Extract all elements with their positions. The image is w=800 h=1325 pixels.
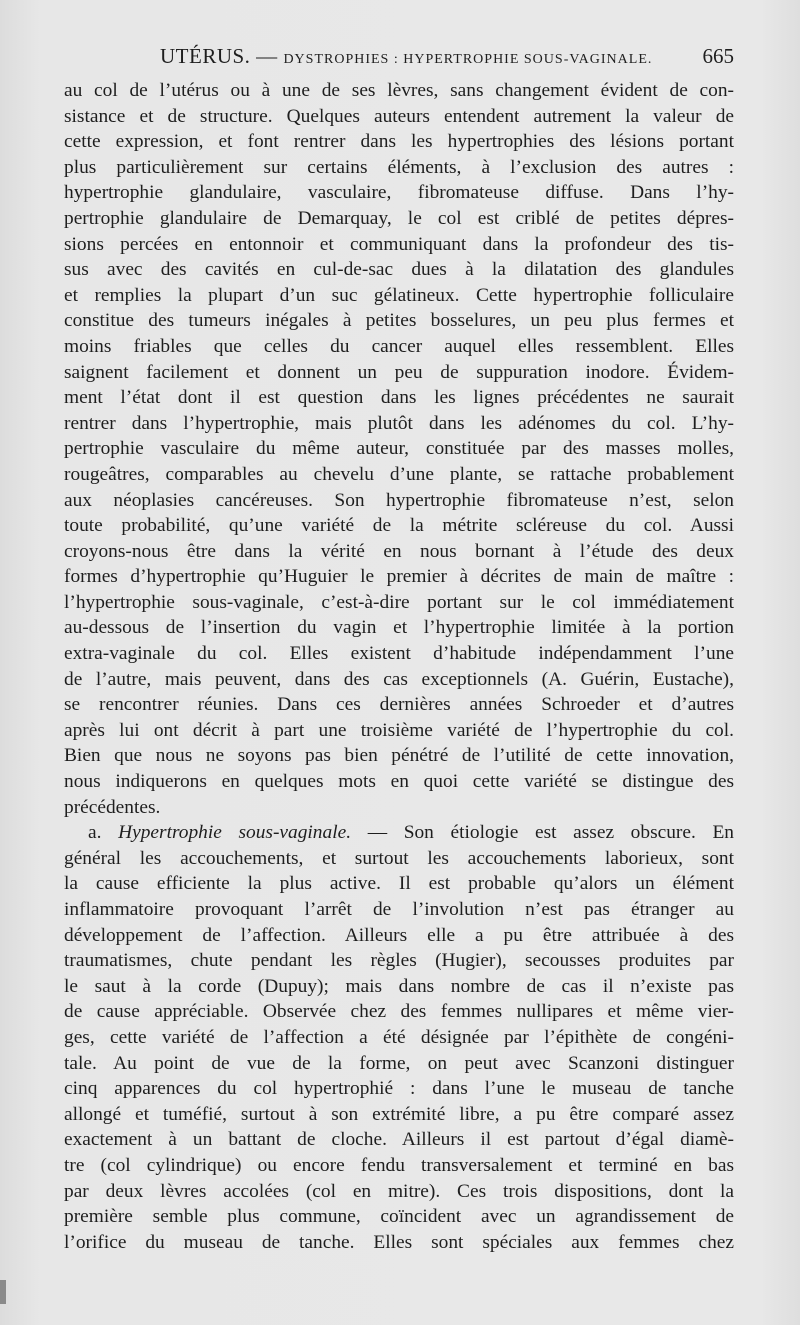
text-line: Bien que nous ne soyons pas bien pénétré de l’utilité de cette innovation, (64, 745, 734, 767)
text-line: sus avec des cavités en cul-de-sac dues à la dilatation des glandules (64, 259, 734, 281)
body-text (64, 78, 734, 1255)
text-line: ges, cette variété de l’affection a été désignée par l’épithète de congéni- (64, 1026, 734, 1048)
text-line: ment l’état dont il est question dans les lignes précédentes ne saurait (64, 387, 734, 409)
section-first-line-rest: — Son étiologie est assez obscure. En (367, 822, 734, 844)
text-line: exactement à un battant de cloche. Ailleurs il est partout d’égal diamè- (64, 1129, 734, 1151)
text-line: tale. Au point de vue de la forme, on peut avec Scanzoni distinguer (64, 1052, 734, 1074)
page-number: 665 (702, 44, 734, 68)
running-title (160, 44, 652, 69)
text-line: première semble plus commune, coïncident avec un agrandissement de (64, 1206, 734, 1228)
text-line: par deux lèvres accolées (col en mitre). Ces trois dispositions, dont la (64, 1180, 734, 1202)
text-line: sistance et de structure. Quelques auteurs entendent autrement la valeur de (64, 105, 734, 127)
text-line: inflammatoire provoquant l’arrêt de l’involution n’est pas étranger au (64, 899, 734, 920)
section-marker: a. (88, 822, 102, 844)
text-line: se rencontrer réunies. Dans ces dernières années Schroeder et d’autres (64, 694, 734, 716)
text-line: précédentes. (64, 796, 161, 818)
running-title-subtitle: DYSTROPHIES : HYPERTROPHIE SOUS-VAGINALE. (283, 52, 653, 67)
text-line: hypertrophie glandulaire, vasculaire, fibromateuse diffuse. Dans l’hy- (64, 182, 734, 204)
text-line: sions percées en entonnoir et communiquant dans la profondeur des tis- (64, 233, 734, 255)
text-line: cette expression, et font rentrer dans les hypertrophies des lésions portant (64, 131, 734, 153)
text-line: l’hypertrophie sous-vaginale, c’est-à-dire portant sur le col immédiatement (64, 591, 734, 613)
text-line: rentrer dans l’hypertrophie, mais plutôt dans les adénomes du col. L’hy- (64, 412, 734, 434)
text-line: formes d’hypertrophie qu’Huguier le premier à décrites de main de maître : (64, 566, 734, 588)
text-line: développement de l’affection. Ailleurs elle a pu être attribuée à des (64, 924, 734, 946)
text-line: moins friables que celles du cancer auquel elles ressemblent. Elles (64, 335, 734, 357)
text-line: pertrophie glandulaire de Demarquay, le col est criblé de petites dépres- (64, 207, 734, 229)
running-header (64, 44, 734, 74)
text-line: général les accouchements, et surtout les accouchements laborieux, sont (64, 847, 734, 869)
section-title: Hypertrophie sous-vaginale. (118, 822, 352, 844)
text-line: rougeâtres, comparables au chevelu d’une plante, se rattache probablement (64, 463, 734, 485)
text-line: allongé et tuméfié, surtout à son extrémité libre, a pu être comparé assez (64, 1103, 734, 1125)
running-title-main: UTÉRUS. — (160, 44, 278, 68)
text-line: saignent facilement et donnent un peu de suppuration inodore. Évidem- (64, 361, 734, 383)
text-line: constitue des tumeurs inégales à petites bosselures, un peu plus fermes et (64, 310, 734, 332)
text-line: aux néoplasies cancéreuses. Son hypertrophie fibromateuse n’est, selon (64, 489, 734, 511)
text-line: la cause efficiente la plus active. Il est probable qu’alors un élément (64, 873, 734, 895)
text-line: au-dessous de l’insertion du vagin et l’hypertrophie limitée à la portion (64, 617, 734, 639)
text-line: cinq apparences du col hypertrophié : dans l’une le museau de tanche (64, 1078, 734, 1100)
text-line: tre (col cylindrique) ou encore fendu transversalement et terminé en bas (64, 1154, 734, 1176)
text-line: traumatismes, chute pendant les règles (Hugier), secousses produites par (64, 950, 734, 972)
text-line: nous indiquerons en quelques mots en quoi cette variété se distingue des (64, 771, 734, 793)
text-line: toute probabilité, qu’une variété de la métrite scléreuse du col. Aussi (64, 515, 734, 537)
text-line: de cause appréciable. Observée chez des femmes nullipares et même vier- (64, 1001, 734, 1023)
section-heading-line (64, 820, 734, 846)
text-line: et remplies la plupart d’un suc gélatineux. Cette hypertrophie folliculaire (64, 284, 734, 306)
text-line: le saut à la corde (Dupuy); mais dans nombre de cas il n’existe pas (64, 975, 734, 997)
margin-scan-mark (0, 1280, 6, 1304)
text-line: au col de l’utérus ou à une de ses lèvres, sans changement évident de con- (64, 80, 734, 101)
text-line: de l’autre, mais peuvent, dans des cas exceptionnels (A. Guérin, Eustache), (64, 668, 734, 690)
text-line: plus particulièrement sur certains éléments, à l’exclusion des autres : (64, 156, 734, 178)
text-line: après lui ont décrit à part une troisième variété de l’hypertrophie du col. (64, 719, 734, 741)
text-line: croyons-nous être dans la vérité en nous bornant à l’étude des deux (64, 540, 734, 562)
text-line: pertrophie vasculaire du même auteur, constituée par des masses molles, (64, 438, 734, 460)
text-line: extra-vaginale du col. Elles existent d’habitude indépendamment l’une (64, 643, 734, 665)
text-line: l’orifice du museau de tanche. Elles sont spéciales aux femmes chez (64, 1231, 734, 1253)
